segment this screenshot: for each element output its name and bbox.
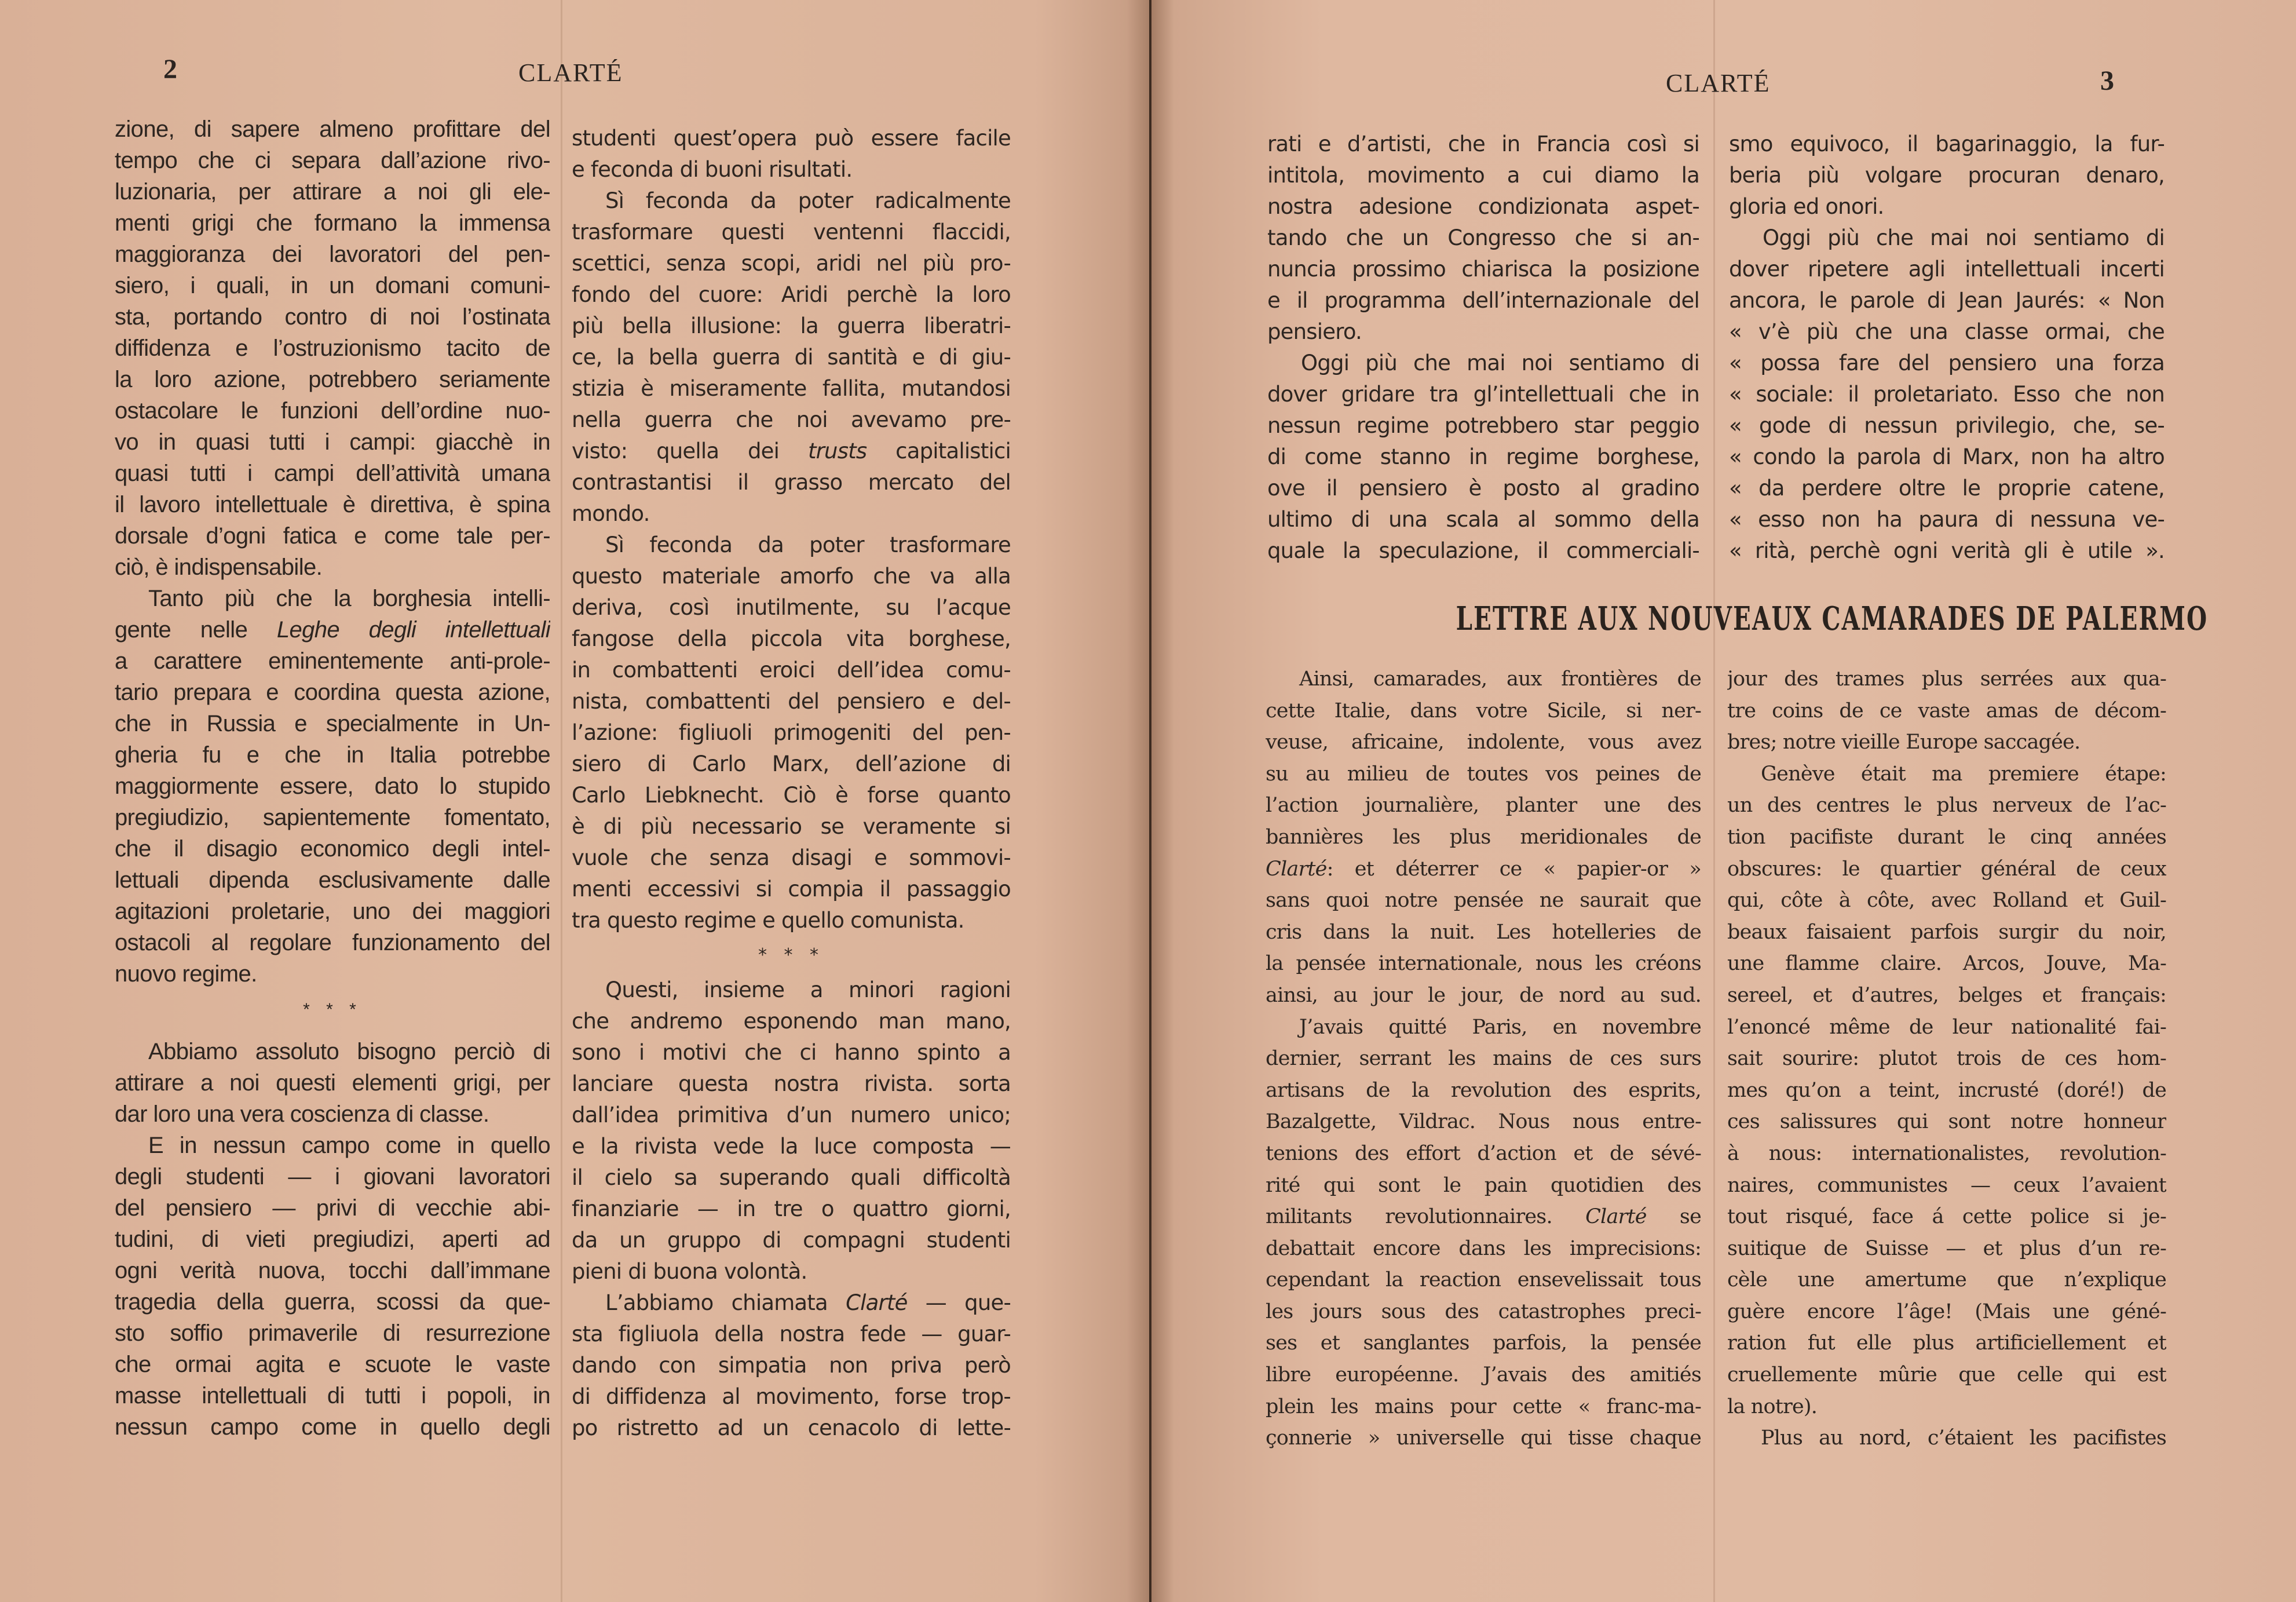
italic-title: Clarté [846,1290,908,1315]
text-line: veuse, africaine, indolente, vous avez [1266,731,1701,754]
text-line: Oggi più che mai noi sentiamo di [1301,351,1699,375]
text-line: lanciare questa nostra rivista. sorta [572,1071,1011,1096]
text-line: pregiudizio, sapientemente fomentato, [115,805,550,830]
text-line: dorsale d’ogni fatica e come tale per- [115,523,550,549]
text-line: l’enoncé même de leur nationalité fai- [1727,1015,2166,1039]
text-line: quale la speculazione, il commerciali- [1267,538,1699,563]
text-line: naires, communistes — ceux l’avaient [1727,1173,2166,1197]
text-line: luzionaria, per attirare a noi gli ele- [115,179,550,205]
text-line: sta, portando contro di noi l’ostinata [115,304,550,330]
text-line: che il disagio economico degli intel- [115,836,550,862]
section-separator: * * * [303,1000,362,1019]
text-line: siero, i quali, in un domani comuni- [115,273,550,298]
text-line: attirare a noi questi elementi grigi, per [115,1070,550,1096]
text-line: che ormai agita e scuote le vaste [115,1352,550,1377]
text-line: da un gruppo di compagni studenti [572,1228,1011,1253]
right-column-1 [1267,129,1699,567]
text-line: ostacolare le funzioni dell’ordine nuo- [115,398,550,424]
text-line: la notre). [1727,1395,1818,1418]
text-line: tion pacifiste durant le cinq années [1727,825,2166,849]
text-line: vo in quasi tutti i campi: giacchè in [115,429,550,455]
text-line: tre coins de ce vaste amas de décom- [1727,699,2166,722]
text-line: tout risqué, face á cette police si je- [1727,1205,2166,1229]
text-line: ciò, è indispensabile. [115,554,323,580]
text-line: une flamme claire. Arcos, Jouve, Ma- [1727,952,2166,976]
text-line: « da perdere oltre le proprie catene, [1729,476,2165,501]
text-line: Tanto più che la borghesia intelli- [148,586,550,611]
text-line: trasformare questi ventenni flaccidi, [572,220,1011,245]
text-line: maggiormente essere, dato lo stupido [115,773,550,799]
text-run: gente nelle [115,617,277,643]
text-line: l’azione: figliuoli primogeniti del pen- [572,720,1011,745]
text-line: questo materiale amorfo che va alla [572,564,1011,589]
page-number: 2 [163,54,177,85]
text-line: beaux faisaient parfois surgir du noir, [1727,920,2166,944]
text-line [572,436,1011,467]
text-line: bres; notre vieille Europe saccagée. [1727,731,2081,754]
text-line: il lavoro intellettuale è direttiva, è spina [115,492,550,517]
text-line: cruellemente mûrie que celle qui est [1727,1363,2166,1387]
text-line: tario prepara e coordina questa azione, [115,680,550,705]
section-separator: * * * [758,945,825,965]
text-line: dando con simpatia non priva però [572,1353,1011,1378]
text-line: Sì feconda da poter trasformare [605,532,1011,557]
text-line: « possa fare del pensiero una forza [1729,351,2165,375]
text-line: nella guerra che noi avevamo pre- [572,407,1011,432]
text-line: del pensiero — privi di vecchie abi- [115,1195,550,1221]
text-line: l’action journalière, planter une des [1266,794,1701,818]
text-line: sta figliuola della nostra fede — guar- [572,1322,1011,1346]
text-line: les jours sous des catastrophes preci- [1266,1300,1701,1323]
article-title: LETTRE AUX NOUVEAUX CAMARADES DE PALERMO [1456,600,2209,638]
text-line [115,614,550,645]
text-line: ces salissures qui sont notre honneur [1727,1110,2166,1134]
text-line: maggioranza dei lavoratori del pen- [115,242,550,267]
italic-word: trusts [807,439,867,464]
text-line: « esso non ha paura di nessuna ve- [1729,507,2165,532]
text-line: di come stanno in regime borghese, [1267,444,1699,469]
text-line: Questi, insieme a minori ragioni [605,977,1011,1002]
paper-fold [1713,0,1715,1602]
text-line: gheria fu e che in Italia potrebbe [115,742,550,768]
text-line: rati e d’artisti, che in Francia così si [1267,132,1699,156]
text-line: çonnerie » universelle qui tisse chaque [1266,1426,1701,1450]
text-line: « v’è più che una classe ormai, che [1729,319,2165,344]
text-line: cris dans la nuit. Les hotelleries de [1266,920,1701,944]
text-line: ainsi, au jour le jour, de nord au sud. [1266,983,1701,1007]
page-number: 3 [2100,65,2114,96]
text-line: libre européenne. J’avais des amitiés [1266,1363,1701,1387]
left-column-1 [115,114,550,1443]
text-run: capitalistici [867,439,1011,464]
text-line: ses et sanglantes parfois, la pensée [1266,1331,1701,1355]
text-line: lettuali dipenda esclusivamente dalle [115,867,550,893]
text-line: dall’idea primitiva d’un numero unico; [572,1103,1011,1127]
text-line: e il programma dell’internazionale del [1267,288,1699,313]
text-line: il cielo sa superando quali difficoltà [572,1165,1011,1190]
text-line: masse intellettuali di tutti i popoli, in [115,1383,550,1408]
text-line: su au milieu de toutes vos peines de [1266,762,1701,786]
text-line: E in nessun campo come in quello [148,1133,550,1158]
text-line: più bella illusione: la guerra liberatri- [572,313,1011,338]
text-line: Oggi più che mai noi sentiamo di [1763,225,2165,250]
text-line: stizia è miseramente fallita, mutandosi [572,376,1011,401]
text-line: degli studenti — i giovani lavoratori [115,1164,550,1189]
text-line: cette Italie, dans votre Sicile, si ner- [1266,699,1701,722]
text-line: menti eccessivi si compia il passaggio [572,877,1011,902]
text-line: tempo che ci separa dall’azione rivo- [115,148,550,173]
text-line: quasi tutti i campi dell’attività umana [115,461,550,486]
text-line: dernier, serrant les mains de ces surs [1266,1047,1701,1071]
text-run: — que- [907,1290,1011,1315]
paper-fold [561,0,562,1602]
text-line: debattait encore dans les imprecisions: [1266,1236,1701,1260]
text-line: intitola, movimento a cui diamo la [1267,163,1699,188]
text-run: : et déterrer ce « papier-or » [1326,857,1701,881]
text-line: in combattenti eroici dell’idea comu- [572,658,1011,683]
left-column-2 [572,123,1011,1444]
text-line: e feconda di buoni risultati. [572,157,853,182]
text-line: bannières les plus meridionales de [1266,825,1701,849]
text-line: cependant la reaction ensevelissait tous [1266,1268,1701,1292]
text-line: siero di Carlo Marx, dell’azione di [572,751,1011,776]
text-line: artisans de la revolution des esprits, [1266,1078,1701,1102]
text-line: ultimo di una scala al sommo della [1267,507,1699,532]
text-line: Sì feconda da poter radicalmente [605,188,1011,213]
text-line: Carlo Liebknecht. Ciò è forse quanto [572,783,1011,808]
text-run: se [1646,1205,1701,1229]
text-line: sait sourire: plutot trois de ces hom- [1727,1047,2166,1071]
text-run: L’abbiamo chiamata [605,1290,846,1315]
text-line: di diffidenza al movimento, forse trop- [572,1384,1011,1409]
text-line: e la rivista vede la luce composta — [572,1134,1011,1159]
text-line: tragedia della guerra, scossi da que- [115,1289,550,1315]
text-run: visto: quella dei [572,439,808,464]
text-line: che andremo esponendo man mano, [572,1009,1011,1034]
text-line: rité qui sont le pain quotidien des [1266,1173,1701,1197]
text-line: ration fut elle plus artificiellement et [1727,1331,2166,1355]
text-line: gloria ed onori. [1729,194,1884,219]
text-line: po ristretto ad un cenacolo di lette- [572,1415,1011,1440]
text-line: « gode di nessun privilegio, che, se- [1729,413,2165,438]
running-head: CLARTÉ [1666,69,1771,97]
text-line: Abbiamo assoluto bisogno perciò di [148,1039,550,1064]
text-line: J’avais quitté Paris, en novembre [1299,1015,1701,1039]
text-line: vuole che senza disagi e sommovi- [572,845,1011,870]
text-line: cèle une amertume que n’explique [1727,1268,2166,1292]
text-line: menti grigi che formano la immensa [115,210,550,236]
text-line: dover gridare tra gl’intellettuali che in [1267,382,1699,407]
text-line: Ainsi, camarades, aux frontières de [1299,667,1701,691]
text-line: « sociale: il proletariato. Esso che non [1729,382,2165,407]
italic-title: Clarté [1266,857,1327,881]
text-line: tudini, di vieti pregiudizi, aperti ad [115,1227,550,1252]
text-line: guère encore l’âge! (Mais une géné- [1727,1300,2166,1323]
text-line: obscures: le quartier général de ceux [1727,857,2166,881]
text-line: dar loro una vera coscienza di classe. [115,1101,489,1127]
text-line: nuncia prossimo chiarisca la posizione [1267,257,1699,282]
text-line: tenions des effort d’action et de sévé- [1266,1141,1701,1165]
text-line: contrastantisi il grasso mercato del [572,470,1011,495]
right-column-3 [1266,663,1701,1454]
text-line: pensiero. [1267,319,1362,344]
text-line: che in Russia e specialmente in Un- [115,711,550,736]
text-line: deriva, così inutilmente, su l’acque [572,595,1011,620]
text-line: beria più volgare procuran denaro, [1729,163,2165,188]
italic-title: Clarté [1585,1205,1647,1229]
text-line: la loro azione, potrebbero seriamente [115,367,550,392]
text-run: militants revolutionnaires. [1266,1205,1586,1229]
text-line: Genève était ma premiere étape: [1761,762,2166,786]
text-line: fondo del cuore: Aridi perchè la loro [572,282,1011,307]
text-line: ostacoli al regolare funzionamento del [115,930,550,955]
text-line: diffidenza e l’ostruzionismo tacito de [115,335,550,361]
text-line: studenti quest’opera può essere facile [572,126,1011,151]
text-line: jour des trames plus serrées aux qua- [1727,667,2166,691]
text-line: nuovo regime. [115,961,257,987]
text-line: mondo. [572,501,650,526]
text-line: mes qu’on a teint, incrusté (doré!) de [1727,1078,2166,1102]
text-line: tando che un Congresso che si an- [1267,225,1699,250]
text-line: ove il pensiero è posto al gradino [1267,476,1699,501]
text-line: à nous: internationalistes, revolution- [1727,1141,2166,1165]
text-line: sto soffio primaverile di resurrezione [115,1320,550,1346]
text-line [1266,853,1701,885]
text-line: « rità, perchè ogni verità gli è utile ». [1729,538,2165,563]
text-line: nessun campo come in quello degli [115,1414,550,1440]
text-line: plein les mains pour cette « franc-ma- [1266,1395,1701,1418]
text-line: smo equivoco, il bagarinaggio, la fur- [1729,132,2165,156]
right-column-4 [1727,663,2166,1454]
italic-title: Leghe degli intellettuali [276,617,550,643]
running-head: CLARTÉ [518,59,623,87]
text-line: a carattere eminentemente anti-prole- [115,648,550,674]
right-column-2 [1729,129,2165,567]
text-line: ce, la bella guerra di santità e di giu- [572,345,1011,370]
text-line: agitazioni proletarie, uno dei maggiori [115,899,550,924]
text-line: ogni verità nuova, tocchi dall’immane [115,1258,550,1283]
text-line: finanziarie — in tre o quattro giorni, [572,1196,1011,1221]
text-line: sono i motivi che ci hanno spinto a [572,1040,1011,1065]
text-line: Bazalgette, Vildrac. Nous nous entre- [1266,1110,1701,1134]
text-line: sereel, et d’autres, belges et français: [1727,983,2166,1007]
text-line: tra questo regime e quello comunista. [572,908,964,933]
text-line: suitique de Suisse — et plus d’un re- [1727,1236,2166,1260]
text-line: ancora, le parole di Jean Jaurés: « Non [1729,288,2165,313]
text-line: fangose della piccola vita borghese, [572,626,1011,651]
text-line: zione, di sapere almeno profittare del [115,116,550,142]
text-line: nostra adesione condizionata aspet- [1267,194,1699,219]
text-line: dover ripetere agli intellettuali incerti [1729,257,2165,282]
text-line: un des centres le plus nerveux de l’ac- [1727,794,2166,818]
text-line: nista, combattenti del pensiero e del- [572,689,1011,714]
text-line [1266,1201,1701,1233]
text-line: è di più necessario se veramente si [572,814,1011,839]
text-line: « condo la parola di Marx, non ha altro [1729,444,2165,469]
text-line: Plus au nord, c’étaient les pacifistes [1761,1426,2166,1450]
text-line: scettici, senza scopi, aridi nel più pro- [572,251,1011,276]
text-line [572,1287,1011,1319]
text-line: sans quoi notre pensée ne saurait que [1266,889,1701,913]
text-line: nessun regime potrebbero star peggio [1267,413,1699,438]
text-line: la pensée internationale, nous les créons [1266,952,1701,976]
text-line: pieni di buona volontà. [572,1259,807,1284]
text-line: qui, côte à côte, avec Rolland et Guil- [1727,889,2166,913]
